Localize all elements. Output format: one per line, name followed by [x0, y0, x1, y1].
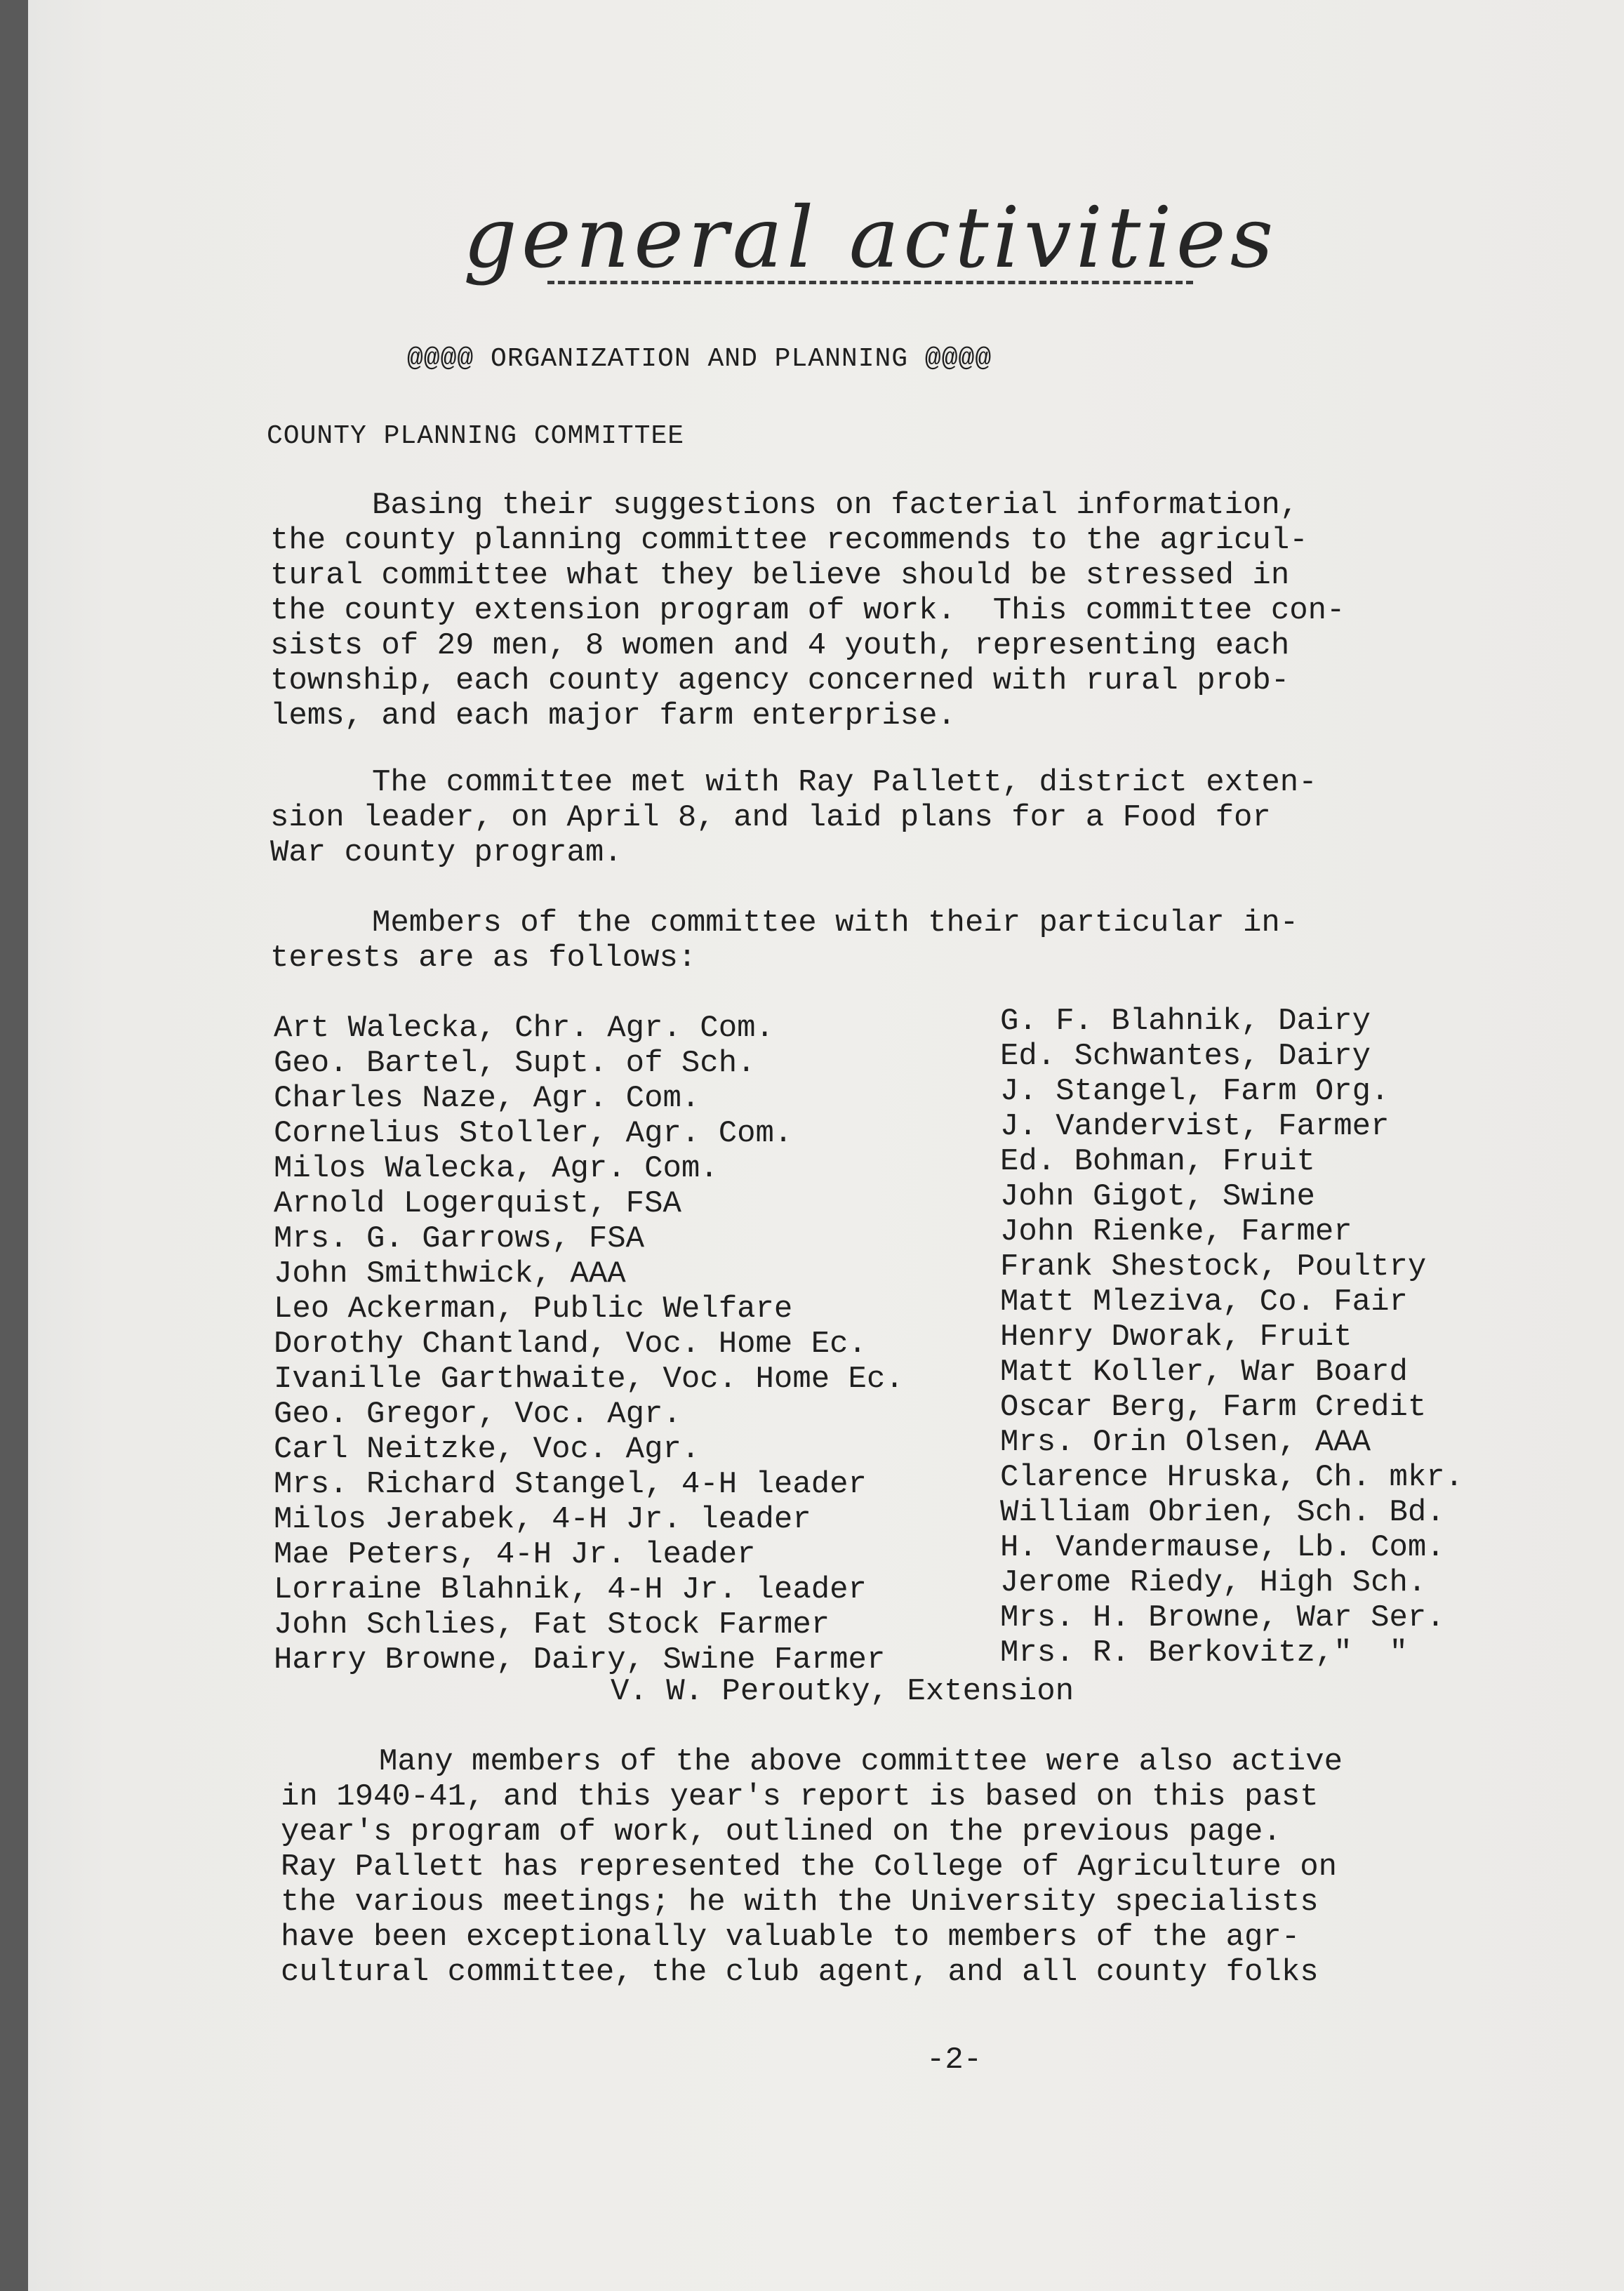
member-entry: Mrs. Orin Olsen, AAA — [1000, 1425, 1371, 1460]
text-line: in 1940-41, and this year's report is based on this past — [281, 1779, 1319, 1814]
text-line: terests are as follows: — [270, 941, 697, 976]
member-entry: Milos Walecka, Agr. Com. — [274, 1151, 719, 1186]
member-entry: Arnold Logerquist, FSA — [274, 1186, 681, 1221]
member-entry: Cornelius Stoller, Agr. Com. — [274, 1116, 793, 1151]
member-entry: Henry Dworak, Fruit — [1000, 1320, 1352, 1355]
member-entry: Ivanille Garthwaite, Voc. Home Ec. — [274, 1362, 904, 1397]
members-left-column — [274, 1011, 904, 1678]
text-line: township, each county agency concerned with rural prob- — [270, 663, 1290, 698]
member-entry: William Obrien, Sch. Bd. — [1000, 1495, 1445, 1530]
member-entry: Carl Neitzke, Voc. Agr. — [274, 1432, 700, 1467]
text-line: Basing their suggestions on facterial information, — [372, 488, 1299, 523]
text-line: cultural committee, the club agent, and all county folks — [281, 1955, 1319, 1990]
section-banner: @@@@ ORGANIZATION AND PLANNING @@@@ — [407, 344, 992, 374]
text-line: year's program of work, outlined on the previous page. — [281, 1814, 1282, 1850]
text-line: Ray Pallett has represented the College of Agriculture on — [281, 1850, 1338, 1885]
text-line: have been exceptionally valuable to members of the agr- — [281, 1920, 1300, 1955]
member-entry: Ed. Schwantes, Dairy — [1000, 1039, 1371, 1074]
member-entry: Ed. Bohman, Fruit — [1000, 1144, 1315, 1179]
member-entry: Harry Browne, Dairy, Swine Farmer — [274, 1642, 886, 1678]
member-entry: Lorraine Blahnik, 4-H Jr. leader — [274, 1572, 867, 1607]
members-right-column — [1000, 1004, 1463, 1671]
member-entry: J. Stangel, Farm Org. — [1000, 1074, 1390, 1109]
member-entry: Oscar Berg, Farm Credit — [1000, 1390, 1427, 1425]
text-line: sists of 29 men, 8 women and 4 youth, representing each — [270, 628, 1290, 663]
scan-edge — [0, 0, 28, 2291]
member-entry: Geo. Gregor, Voc. Agr. — [274, 1397, 681, 1432]
text-line: Many members of the above committee were also active — [379, 1744, 1343, 1779]
member-entry: Mae Peters, 4-H Jr. leader — [274, 1537, 756, 1572]
member-entry: Art Walecka, Chr. Agr. Com. — [274, 1011, 774, 1046]
member-entry: Mrs. R. Berkovitz," " — [1000, 1635, 1408, 1671]
member-entry: Dorothy Chantland, Voc. Home Ec. — [274, 1327, 867, 1362]
page-number: -2- — [926, 2043, 983, 2078]
member-entry: Charles Naze, Agr. Com. — [274, 1081, 700, 1116]
member-entry: G. F. Blahnik, Dairy — [1000, 1004, 1371, 1039]
member-entry: J. Vandervist, Farmer — [1000, 1109, 1390, 1144]
committee-heading: COUNTY PLANNING COMMITTEE — [267, 421, 685, 451]
member-entry: John Schlies, Fat Stock Farmer — [274, 1607, 830, 1642]
text-line: War county program. — [270, 835, 623, 870]
text-line: the various meetings; he with the University specialists — [281, 1885, 1319, 1920]
text-line: tural committee what they believe should be stressed in — [270, 558, 1290, 593]
title-underline — [547, 281, 1193, 284]
member-entry: John Gigot, Swine — [1000, 1179, 1315, 1214]
text-line: The committee met with Ray Pallett, district exten- — [372, 765, 1317, 800]
text-line: Members of the committee with their particular in- — [372, 905, 1299, 941]
member-entry: John Rienke, Farmer — [1000, 1214, 1352, 1249]
member-entry: Frank Shestock, Poultry — [1000, 1249, 1427, 1284]
member-entry: Matt Koller, War Board — [1000, 1355, 1408, 1390]
member-entry: Milos Jerabek, 4-H Jr. leader — [274, 1502, 811, 1537]
text-line: the county planning committee recommends to the agricul- — [270, 523, 1308, 558]
text-line: lems, and each major farm enterprise. — [270, 698, 956, 733]
handwritten-title: general activities — [463, 190, 1278, 287]
member-entry: Jerome Riedy, High Sch. — [1000, 1565, 1427, 1600]
document-page — [28, 0, 1624, 2291]
member-entry: Matt Mleziva, Co. Fair — [1000, 1284, 1408, 1320]
member-entry: Clarence Hruska, Ch. mkr. — [1000, 1460, 1464, 1495]
text-line: the county extension program of work. This committee con- — [270, 593, 1345, 628]
member-entry-final: V. W. Peroutky, Extension — [611, 1674, 1074, 1709]
member-entry: Leo Ackerman, Public Welfare — [274, 1291, 793, 1327]
member-entry: John Smithwick, AAA — [274, 1256, 626, 1291]
member-entry: Mrs. Richard Stangel, 4-H leader — [274, 1467, 867, 1502]
member-entry: Mrs. H. Browne, War Ser. — [1000, 1600, 1445, 1635]
member-entry: Geo. Bartel, Supt. of Sch. — [274, 1046, 756, 1081]
member-entry: Mrs. G. Garrows, FSA — [274, 1221, 645, 1256]
member-entry: H. Vandermause, Lb. Com. — [1000, 1530, 1445, 1565]
text-line: sion leader, on April 8, and laid plans for a Food for — [270, 800, 1271, 835]
